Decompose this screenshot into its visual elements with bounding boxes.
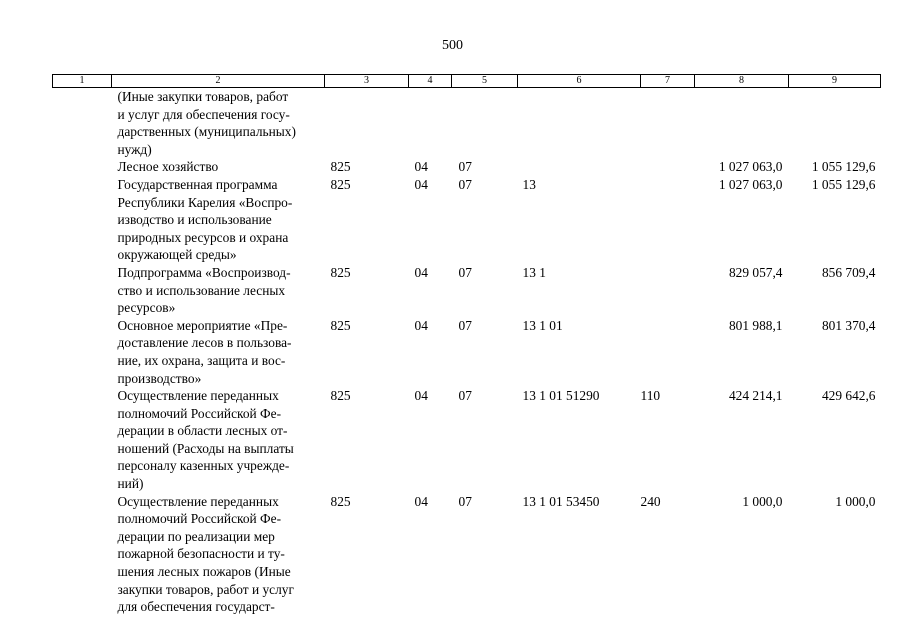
row-code-col3: 825 [330,317,351,333]
row-code-col6: 13 1 01 53450 [522,493,600,509]
row-amount-col8 [695,88,789,159]
row-amount-col8: 424 214,1 [728,388,783,404]
row-code-col6: 13 [522,176,536,192]
row-code-col5: 07 [458,159,472,175]
row-amount-col9: 429 642,6 [821,388,876,404]
table-row [53,317,881,387]
table-row [53,387,881,493]
table-header [53,75,881,88]
row-name: Лесное хозяйство [117,159,219,175]
table-body [53,88,881,616]
row-code-col5: 07 [458,493,472,509]
row-code-col4 [409,88,452,159]
column-header-3: 3 [325,75,409,88]
row-amount-col9: 1 055 129,6 [811,176,876,192]
row-code-col5: 07 [458,264,472,280]
row-code-col7 [641,317,695,387]
table-row [53,176,881,264]
column-header-1: 1 [53,75,112,88]
column-header-2: 2 [112,75,325,88]
table-row [53,158,881,176]
column-header-8: 8 [695,75,789,88]
row-code-col4: 04 [414,176,428,192]
row-cell-col1 [53,88,112,159]
row-amount-col9: 801 370,4 [821,317,876,333]
row-cell-col1 [53,176,112,264]
row-amount-col9 [789,88,881,159]
row-code-col5: 07 [458,176,472,192]
row-name: Подпрограмма «Воспроизвод- ство и использование лесных ресурсов» [117,264,291,316]
row-code-col3 [325,88,409,159]
row-code-col7 [641,88,695,159]
row-amount-col9: 856 709,4 [821,264,876,280]
row-code-col4: 04 [414,493,428,509]
row-code-col7 [641,158,695,176]
row-code-col3: 825 [330,493,351,509]
budget-table [52,74,881,616]
row-code-col3: 825 [330,388,351,404]
row-code-col3: 825 [330,159,351,175]
row-code-col6: 13 1 01 [522,317,563,333]
row-code-col7 [641,176,695,264]
header-row [53,75,881,88]
row-code-col6: 13 1 [522,264,546,280]
row-code-col5: 07 [458,317,472,333]
row-cell-col1 [53,158,112,176]
column-header-5: 5 [452,75,518,88]
row-code-col3: 825 [330,176,351,192]
column-header-4: 4 [409,75,452,88]
row-amount-col9: 1 055 129,6 [811,159,876,175]
row-name: Основное мероприятие «Пре- доставление лесов в пользова- ние, их охрана, защита и вос- производство» [117,317,292,386]
row-amount-col8: 1 000,0 [742,493,783,509]
row-code-col6: 13 1 01 51290 [522,388,600,404]
row-amount-col8: 1 027 063,0 [718,159,783,175]
row-amount-col8: 1 027 063,0 [718,176,783,192]
row-name: Осуществление переданных полномочий Российской Фе- дерации по реализации мер пожарной безопасности и ту- шения лесных пожаров (Иные закупки товаров, работ и услуг для обеспечения государст- [117,493,294,615]
row-amount-col9: 1 000,0 [835,493,876,509]
row-cell-col1 [53,387,112,493]
row-code-col5: 07 [458,388,472,404]
row-cell-col1 [53,493,112,616]
row-code-col7 [641,264,695,317]
row-amount-col8: 829 057,4 [728,264,783,280]
row-code-col4: 04 [414,317,428,333]
row-code-col4: 04 [414,388,428,404]
column-header-7: 7 [641,75,695,88]
column-header-6: 6 [518,75,641,88]
row-name: Государственная программа Республики Карелия «Воспро- изводство и использование природных ресурсов и охрана окружающей среды» [117,176,293,263]
row-name: (Иные закупки товаров, работ и услуг для обеспечения госу- дарственных (муниципальных) нужд) [117,89,296,157]
row-name: Осуществление переданных полномочий Российской Фе- дерации в области лесных от- ношений (Расходы на выплаты персоналу казенных учрежде- ний) [117,388,294,492]
row-code-col3: 825 [330,264,351,280]
row-code-col6 [518,88,641,159]
row-code-col4: 04 [414,159,428,175]
row-code-col7: 240 [640,493,661,509]
row-code-col5 [452,88,518,159]
row-code-col7: 110 [640,388,661,404]
row-cell-col1 [53,264,112,317]
row-amount-col8: 801 988,1 [728,317,783,333]
table-row [53,493,881,616]
table-row [53,264,881,317]
row-code-col4: 04 [414,264,428,280]
page-number: 500 [442,38,463,53]
column-header-9: 9 [789,75,881,88]
table-row [53,88,881,159]
row-cell-col1 [53,317,112,387]
row-code-col6 [518,158,641,176]
